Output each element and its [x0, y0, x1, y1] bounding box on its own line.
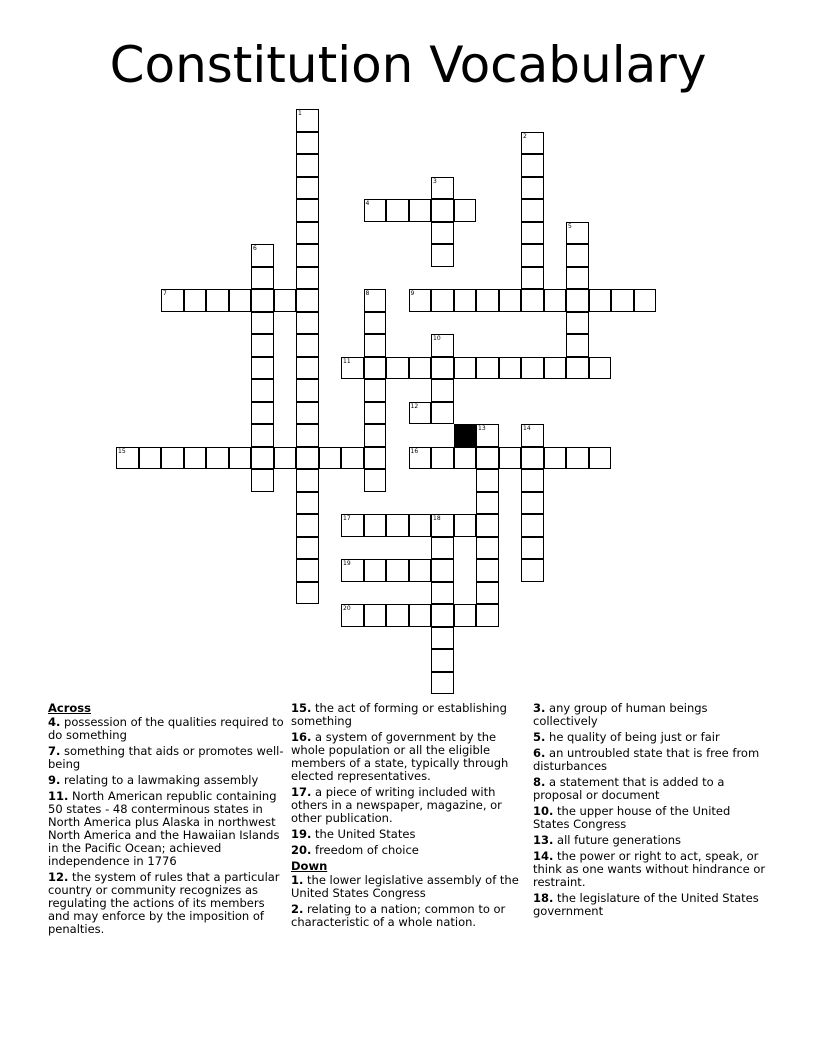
grid-cell[interactable] — [251, 424, 274, 447]
grid-cell[interactable] — [341, 514, 364, 537]
grid-cell[interactable] — [341, 604, 364, 627]
grid-cell[interactable] — [431, 447, 454, 470]
clue-item — [533, 731, 769, 744]
grid-cell[interactable] — [364, 379, 387, 402]
grid-cell[interactable] — [296, 447, 319, 470]
grid-cell[interactable] — [409, 604, 432, 627]
grid-cell[interactable] — [296, 334, 319, 357]
clue-number: 1 — [298, 110, 302, 117]
grid-cell[interactable] — [409, 447, 432, 470]
clues-column-2 — [291, 702, 523, 932]
grid-cell[interactable] — [296, 357, 319, 380]
grid-cell[interactable] — [499, 447, 522, 470]
grid-cell[interactable] — [521, 424, 544, 447]
grid-cell[interactable] — [544, 289, 567, 312]
clue-number: 6. — [533, 746, 546, 760]
clue-text: he quality of being just or fair — [549, 730, 720, 744]
clue-text: relating to a lawmaking assembly — [64, 773, 259, 787]
clue-number: 19. — [291, 827, 312, 841]
grid-cell[interactable] — [476, 492, 499, 515]
clue-text: the act of forming or establishing something — [291, 701, 507, 728]
grid-cell[interactable] — [521, 537, 544, 560]
clue-number: 13 — [478, 425, 486, 432]
grid-cell[interactable] — [184, 447, 207, 470]
clue-text: the system of rules that a particular country or community recognizes as regulating the actions of its members and may enforce by the imposition of penalties. — [48, 870, 280, 936]
grid-cell[interactable] — [161, 447, 184, 470]
clue-item — [48, 774, 284, 787]
grid-cell[interactable] — [566, 357, 589, 380]
clue-number: 7. — [48, 744, 61, 758]
grid-cell[interactable] — [476, 469, 499, 492]
clue-text: the power or right to act, speak, or think as one wants without hindrance or restraint. — [533, 849, 766, 889]
grid-cell[interactable] — [431, 199, 454, 222]
clue-text: the legislature of the United States government — [533, 891, 759, 918]
grid-cell[interactable] — [566, 267, 589, 290]
grid-cell[interactable] — [251, 244, 274, 267]
clue-item — [48, 716, 284, 742]
clue-item — [533, 850, 769, 889]
grid-cell[interactable] — [296, 582, 319, 605]
grid-cell[interactable] — [296, 199, 319, 222]
clue-number: 9. — [48, 773, 61, 787]
clue-text: North American republic containing 50 states - 48 conterminous states in North America plus Alaska in northwest North America and the Hawaiian Islands in the Pacific Ocean; achieved independence in 1776 — [48, 789, 280, 868]
clue-number: 8 — [365, 290, 370, 297]
grid-cell[interactable] — [139, 447, 162, 470]
grid-cell[interactable] — [521, 492, 544, 515]
grid-cell[interactable] — [251, 312, 274, 335]
clue-number: 11. — [48, 789, 69, 803]
grid-cell[interactable] — [431, 177, 454, 200]
clue-number: 15 — [118, 447, 126, 455]
down-heading: Down — [291, 859, 328, 873]
grid-cell[interactable] — [364, 514, 387, 537]
grid-cell[interactable] — [476, 289, 499, 312]
clue-number: 16. — [291, 730, 312, 744]
clue-number: 12. — [48, 870, 69, 884]
grid-cell[interactable] — [476, 357, 499, 380]
clue-number: 6 — [253, 245, 257, 252]
grid-cell[interactable] — [521, 469, 544, 492]
grid-cell[interactable] — [251, 469, 274, 492]
grid-cell[interactable] — [521, 514, 544, 537]
clue-number: 20 — [343, 605, 351, 612]
grid-cell[interactable] — [634, 289, 657, 312]
clue-number: 13. — [533, 833, 554, 847]
clue-number: 17. — [291, 785, 312, 799]
grid-cell[interactable] — [431, 559, 454, 582]
clue-item — [291, 786, 523, 825]
grid-cell[interactable] — [589, 447, 612, 470]
grid-cell[interactable] — [409, 514, 432, 537]
grid-cell[interactable] — [544, 447, 567, 470]
grid-cell[interactable] — [341, 447, 364, 470]
grid-cell[interactable] — [296, 222, 319, 245]
clue-number: 2 — [523, 132, 527, 140]
grid-cell[interactable] — [296, 312, 319, 335]
grid-cell[interactable] — [521, 447, 544, 470]
grid-cell[interactable] — [386, 559, 409, 582]
clue-text: an untroubled state that is free from disturbances — [533, 746, 760, 773]
grid-cell[interactable] — [409, 199, 432, 222]
clue-number: 17 — [343, 515, 351, 522]
grid-cell[interactable] — [499, 289, 522, 312]
grid-cell[interactable] — [364, 424, 387, 447]
grid-cell[interactable] — [476, 447, 499, 470]
grid-cell[interactable] — [296, 154, 319, 177]
grid-cell[interactable] — [566, 244, 589, 267]
grid-cell[interactable] — [386, 604, 409, 627]
grid-cell[interactable] — [454, 357, 477, 380]
grid-cell[interactable] — [454, 447, 477, 470]
clue-item — [533, 892, 769, 918]
grid-cell[interactable] — [296, 109, 319, 132]
clue-number: 8. — [533, 775, 546, 789]
clue-text: any group of human beings collectively — [533, 701, 708, 728]
grid-cell[interactable] — [431, 582, 454, 605]
grid-cell[interactable] — [296, 492, 319, 515]
grid-cell[interactable] — [476, 559, 499, 582]
grid-cell[interactable] — [431, 514, 454, 537]
grid-cell[interactable] — [364, 334, 387, 357]
grid-cell[interactable] — [296, 289, 319, 312]
grid-cell[interactable] — [521, 154, 544, 177]
grid-cell[interactable] — [431, 672, 454, 695]
grid-cell[interactable] — [251, 334, 274, 357]
grid-cell[interactable] — [364, 604, 387, 627]
grid-cell[interactable] — [341, 357, 364, 380]
clue-number: 5 — [568, 222, 572, 230]
clue-item — [533, 805, 769, 831]
grid-cell[interactable] — [431, 379, 454, 402]
grid-cell[interactable] — [251, 447, 274, 470]
clues-column-1 — [48, 702, 284, 939]
grid-cell[interactable] — [364, 199, 387, 222]
grid-cell[interactable] — [476, 582, 499, 605]
grid-cell[interactable] — [116, 447, 139, 470]
grid-cell[interactable] — [431, 627, 454, 650]
grid-cell[interactable] — [476, 537, 499, 560]
clue-item — [48, 871, 284, 936]
grid-cell[interactable] — [409, 559, 432, 582]
grid-cell[interactable] — [274, 447, 297, 470]
clue-number: 20. — [291, 843, 312, 857]
grid-cell[interactable] — [431, 334, 454, 357]
clue-number: 18 — [433, 515, 441, 522]
grid-cell[interactable] — [274, 289, 297, 312]
grid-cell[interactable] — [229, 447, 252, 470]
clue-number: 4 — [365, 200, 370, 207]
clue-item — [291, 903, 523, 929]
grid-cell[interactable] — [364, 357, 387, 380]
clue-item — [533, 834, 769, 847]
grid-cell[interactable] — [544, 357, 567, 380]
grid-cell[interactable] — [229, 289, 252, 312]
clue-text: the lower legislative assembly of the United States Congress — [291, 873, 519, 900]
clue-number: 3 — [433, 177, 437, 185]
clue-text: freedom of choice — [315, 843, 419, 857]
page-title: Constitution Vocabulary — [109, 36, 707, 94]
grid-cell[interactable] — [566, 447, 589, 470]
clues-column-3 — [533, 702, 769, 921]
clue-number: 12 — [410, 402, 419, 410]
grid-cell[interactable] — [589, 289, 612, 312]
grid-cell[interactable] — [364, 469, 387, 492]
grid-cell[interactable] — [521, 289, 544, 312]
grid-cell[interactable] — [431, 537, 454, 560]
clue-item — [291, 828, 523, 841]
grid-cell[interactable] — [296, 379, 319, 402]
clue-text: the upper house of the United States Congress — [533, 804, 731, 831]
grid-cell[interactable] — [296, 469, 319, 492]
grid-cell[interactable] — [409, 357, 432, 380]
grid-cell[interactable] — [521, 132, 544, 155]
grid-cell[interactable] — [161, 289, 184, 312]
grid-cell[interactable] — [364, 447, 387, 470]
grid-cell[interactable] — [386, 514, 409, 537]
grid-cell[interactable] — [476, 424, 499, 447]
grid-cell[interactable] — [499, 357, 522, 380]
grid-cell[interactable] — [521, 222, 544, 245]
grid-cell[interactable] — [296, 132, 319, 155]
clue-number: 10 — [433, 335, 441, 342]
clue-number: 2. — [291, 902, 304, 916]
grid-cell[interactable] — [296, 177, 319, 200]
clue-number: 5. — [533, 730, 546, 744]
grid-cell[interactable] — [454, 289, 477, 312]
grid-cell[interactable] — [521, 559, 544, 582]
grid-cell[interactable] — [296, 424, 319, 447]
clue-text: a system of government by the whole population or all the eligible members of a state, typically through elected representatives. — [291, 730, 509, 783]
grid-cell[interactable] — [296, 402, 319, 425]
clue-number: 16 — [410, 447, 419, 455]
grid-cell[interactable] — [364, 559, 387, 582]
grid-cell[interactable] — [296, 514, 319, 537]
clue-text: the United States — [315, 827, 416, 841]
grid-cell[interactable] — [454, 604, 477, 627]
grid-cell[interactable] — [431, 289, 454, 312]
grid-cell[interactable] — [251, 379, 274, 402]
grid-cell[interactable] — [319, 447, 342, 470]
clue-number: 14. — [533, 849, 554, 863]
clue-text: a statement that is added to a proposal or document — [533, 775, 725, 802]
clue-text: a piece of writing included with others in a newspaper, magazine, or other publication. — [291, 785, 502, 825]
grid-cell[interactable] — [296, 559, 319, 582]
clue-text: relating to a nation; common to or characteristic of a whole nation. — [291, 902, 506, 929]
clue-item — [291, 731, 523, 783]
grid-cell[interactable] — [431, 244, 454, 267]
grid-cell[interactable] — [431, 402, 454, 425]
grid-cell[interactable] — [521, 177, 544, 200]
grid-cell[interactable] — [521, 244, 544, 267]
grid-cell[interactable] — [521, 199, 544, 222]
grid-cell[interactable] — [251, 267, 274, 290]
clue-item — [291, 844, 523, 857]
grid-cell[interactable] — [206, 289, 229, 312]
clue-number: 4. — [48, 715, 61, 729]
grid-cell[interactable] — [296, 267, 319, 290]
across-heading: Across — [48, 701, 91, 715]
clue-number: 3. — [533, 701, 546, 715]
clue-number: 10. — [533, 804, 554, 818]
grid-cell[interactable] — [251, 289, 274, 312]
clue-number: 14 — [523, 425, 531, 432]
clue-number: 1. — [291, 873, 304, 887]
grid-cell[interactable] — [386, 199, 409, 222]
grid-cell[interactable] — [409, 289, 432, 312]
grid-cell[interactable] — [364, 402, 387, 425]
clue-number: 18. — [533, 891, 554, 905]
grid-cell[interactable] — [184, 289, 207, 312]
grid-cell[interactable] — [431, 649, 454, 672]
grid-cell[interactable] — [364, 289, 387, 312]
clue-number: 15. — [291, 701, 312, 715]
grid-cell[interactable] — [566, 289, 589, 312]
grid-cell[interactable] — [251, 357, 274, 380]
clue-item — [291, 702, 523, 728]
grid-cell[interactable] — [431, 222, 454, 245]
clue-item — [533, 776, 769, 802]
grid-cell[interactable] — [476, 514, 499, 537]
grid-cell-black — [454, 424, 477, 447]
clue-item — [291, 874, 523, 900]
grid-cell[interactable] — [251, 402, 274, 425]
grid-cell[interactable] — [431, 357, 454, 380]
grid-cell[interactable] — [454, 199, 477, 222]
grid-cell[interactable] — [431, 604, 454, 627]
clue-text: all future generations — [557, 833, 681, 847]
clue-number: 7 — [163, 290, 167, 297]
grid-cell[interactable] — [386, 357, 409, 380]
grid-cell[interactable] — [476, 604, 499, 627]
grid-cell[interactable] — [521, 357, 544, 380]
clue-text: something that aids or promotes well-being — [48, 744, 284, 771]
grid-cell[interactable] — [296, 244, 319, 267]
grid-cell[interactable] — [566, 334, 589, 357]
grid-cell[interactable] — [611, 289, 634, 312]
clue-text: possession of the qualities required to do something — [48, 715, 284, 742]
grid-cell[interactable] — [521, 267, 544, 290]
clue-item — [48, 790, 284, 868]
grid-cell[interactable] — [566, 222, 589, 245]
grid-cell[interactable] — [206, 447, 229, 470]
clue-item — [533, 747, 769, 773]
clue-number: 9 — [410, 290, 415, 297]
grid-cell[interactable] — [341, 559, 364, 582]
grid-cell[interactable] — [589, 357, 612, 380]
clue-item — [48, 745, 284, 771]
grid-cell[interactable] — [364, 312, 387, 335]
clue-item — [533, 702, 769, 728]
grid-cell[interactable] — [454, 514, 477, 537]
clue-number: 11 — [343, 357, 351, 365]
grid-cell[interactable] — [409, 402, 432, 425]
grid-cell[interactable] — [566, 312, 589, 335]
grid-cell[interactable] — [296, 537, 319, 560]
clue-number: 19 — [343, 560, 351, 567]
